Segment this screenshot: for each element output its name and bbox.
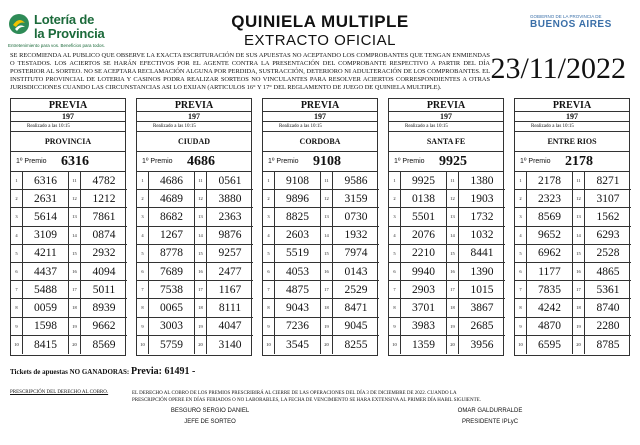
result-number: 9586 (333, 172, 379, 190)
result-number: 8255 (344, 338, 368, 351)
result-position: 13 (195, 208, 207, 226)
panel-province: CORDOBA (263, 132, 377, 152)
panel-province: SANTA FE (389, 132, 503, 152)
result-position: 20 (321, 336, 333, 354)
result-position: 15 (447, 245, 459, 263)
result-position: 5 (515, 245, 527, 263)
result-position: 2 (137, 190, 149, 208)
panel-previa: PREVIA (515, 99, 629, 112)
result-position: 1 (11, 172, 23, 190)
results-panel (514, 98, 630, 356)
result-position: 16 (447, 263, 459, 281)
signature-role: JEFE DE SORTEO (184, 419, 236, 425)
result-position: 17 (447, 281, 459, 299)
signature-name: OMAR GALDURRALDE (457, 408, 523, 414)
result-number: 1903 (459, 190, 505, 208)
result-number: 2529 (333, 281, 379, 299)
result-position: 5 (11, 245, 23, 263)
result-position: 3 (137, 208, 149, 226)
result-number: 0730 (333, 208, 379, 226)
result-position: 16 (573, 263, 585, 281)
tickets-value: Previa: 61491 - (131, 366, 196, 377)
result-number: 9652 (527, 227, 573, 245)
result-position: 2 (11, 190, 23, 208)
result-number: 7861 (81, 208, 127, 226)
first-prize (137, 152, 251, 172)
result-number: 1177 (527, 263, 573, 281)
result-number: 0143 (333, 263, 379, 281)
result-position: 15 (69, 245, 81, 263)
result-position: 20 (573, 336, 585, 354)
result-number: 2528 (585, 245, 631, 263)
first-prize-label: 1º Premio (16, 158, 47, 165)
result-number: 1732 (459, 208, 505, 226)
logo-text-line2: la Provincia (34, 26, 105, 41)
result-position: 5 (137, 245, 149, 263)
result-number: 2477 (207, 263, 253, 281)
result-number: 9876 (207, 227, 253, 245)
signature-name: BESGURO SERGIO DANIEL (170, 408, 250, 414)
result-position: 8 (11, 299, 23, 317)
result-position: 7 (11, 281, 23, 299)
result-position: 10 (389, 336, 401, 354)
result-number: 1032 (459, 227, 505, 245)
result-position: 18 (195, 299, 207, 317)
result-position: 3 (11, 208, 23, 226)
result-number: 5501 (401, 208, 447, 226)
result-position: 9 (389, 318, 401, 336)
result-number: 8785 (596, 338, 620, 351)
result-position: 7 (263, 281, 275, 299)
result-number: 4686 (149, 172, 195, 190)
result-position: 12 (447, 190, 459, 208)
panel-realizado: Realizado a las 10:15 (263, 122, 377, 132)
result-position: 4 (263, 227, 275, 245)
result-number: 4875 (275, 281, 321, 299)
result-position: 1 (137, 172, 149, 190)
result-position: 9 (11, 318, 23, 336)
result-number: 3140 (218, 338, 242, 351)
result-position: 7 (515, 281, 527, 299)
result-number: 9108 (275, 172, 321, 190)
result-position: 10 (263, 336, 275, 354)
result-position: 1 (263, 172, 275, 190)
result-number: 8825 (275, 208, 321, 226)
result-number: 3003 (149, 318, 195, 336)
result-position: 5 (389, 245, 401, 263)
panel-previa: PREVIA (263, 99, 377, 112)
result-number: 8471 (333, 299, 379, 317)
result-number: 3159 (333, 190, 379, 208)
results-panel (388, 98, 504, 356)
first-prize-value: 9925 (439, 153, 467, 169)
results-panels (10, 98, 630, 356)
result-position: 7 (137, 281, 149, 299)
logo-text-line1: Lotería de (34, 12, 95, 27)
draw-date: 23/11/2022 (490, 52, 626, 85)
results-panel (10, 98, 126, 356)
public-notice: SE RECOMIENDA AL PUBLICO QUE OBSERVE LA EXACTA ESCRITURACIÓN DE SUS APUESTAS NO ACEPTANDO LOS COMPROBANTES QUE TENGAN ENMIENDAS O TESTADOS. LOS ACIERTOS SE HARÁN EFECTIVOS POR EL AGENTE CONTRA LA PRESENTACIÓN DEL COMPROBANTE RESPECTIVO A PARTIR DEL DÍA POSTERIOR AL SORTEO. NO SE ACEPTARA RECLAMACIÓN ALGUNA POR PERDIDA, SUSTRACCIÓN, DETERIORO NI ADULTERACIÓN DE LOS COMPROBANTES. EL INSTITUTO PROVINCIAL DE LOTERIA Y CASINOS PODRA REALIZAR SORTEOS NO VINCULANTES PARA RESOLVER ACIERTOS CORRESPONDIENTES A OTRAS JURISDICCIONES CUANDO LAS CIRCUNSTANCIAS ASI LO EXIJAN (ARTICULOS 16° Y 17° DEL REGLAMENTO DE JUEGO DE QUINIELA MULTIPLE). (10, 52, 490, 91)
result-position: 3 (389, 208, 401, 226)
result-number: 1932 (333, 227, 379, 245)
result-number: 9925 (401, 172, 447, 190)
results-grid (389, 172, 503, 354)
result-position: 13 (321, 208, 333, 226)
panel-draw-number: 197 (137, 112, 251, 122)
result-position: 11 (447, 172, 459, 190)
result-number: 2363 (207, 208, 253, 226)
result-position: 4 (137, 227, 149, 245)
panel-previa: PREVIA (389, 99, 503, 112)
result-position: 5 (263, 245, 275, 263)
result-position: 6 (137, 263, 149, 281)
first-prize-label: 1º Premio (268, 158, 299, 165)
result-number: 4689 (149, 190, 195, 208)
result-number: 1390 (459, 263, 505, 281)
result-number: 1015 (459, 281, 505, 299)
non-winning-tickets (10, 366, 195, 377)
result-position: 2 (515, 190, 527, 208)
result-number: 2280 (585, 318, 631, 336)
result-position: 18 (69, 299, 81, 317)
result-number: 9043 (275, 299, 321, 317)
result-number: 2210 (401, 245, 447, 263)
results-grid (515, 172, 629, 354)
result-position: 12 (69, 190, 81, 208)
first-prize (389, 152, 503, 172)
result-position: 13 (447, 208, 459, 226)
result-number: 8569 (527, 208, 573, 226)
result-number: 8271 (585, 172, 631, 190)
result-number: 4782 (81, 172, 127, 190)
result-position: 14 (447, 227, 459, 245)
result-number: 8415 (23, 336, 69, 354)
result-number: 2178 (527, 172, 573, 190)
result-number: 9940 (401, 263, 447, 281)
result-position: 3 (263, 208, 275, 226)
result-number: 9045 (333, 318, 379, 336)
panel-previa: PREVIA (11, 99, 125, 112)
result-number: 3107 (585, 190, 631, 208)
result-position: 16 (69, 263, 81, 281)
result-number: 4047 (207, 318, 253, 336)
results-panel (136, 98, 252, 356)
result-number: 3545 (275, 336, 321, 354)
result-number: 9662 (81, 318, 127, 336)
result-position: 17 (573, 281, 585, 299)
panel-realizado: Realizado a las 10:15 (137, 122, 251, 132)
result-position: 10 (11, 336, 23, 354)
result-position: 12 (573, 190, 585, 208)
result-position: 8 (263, 299, 275, 317)
result-number: 8441 (459, 245, 505, 263)
result-number: 7835 (527, 281, 573, 299)
result-position: 4 (389, 227, 401, 245)
panel-draw-number: 197 (11, 112, 125, 122)
government-line2: BUENOS AIRES (530, 19, 612, 30)
first-prize-value: 2178 (565, 153, 593, 169)
results-panel (262, 98, 378, 356)
result-position: 1 (389, 172, 401, 190)
result-position: 9 (515, 318, 527, 336)
results-grid (137, 172, 251, 354)
result-position: 4 (11, 227, 23, 245)
result-position: 14 (69, 227, 81, 245)
result-position: 14 (195, 227, 207, 245)
result-position: 19 (321, 318, 333, 336)
result-number: 5759 (149, 336, 195, 354)
result-number: 2685 (459, 318, 505, 336)
result-position: 14 (573, 227, 585, 245)
result-number: 2932 (81, 245, 127, 263)
result-position: 12 (195, 190, 207, 208)
result-position: 6 (515, 263, 527, 281)
first-prize (11, 152, 125, 172)
result-number: 3701 (401, 299, 447, 317)
result-number: 7236 (275, 318, 321, 336)
result-position: 2 (389, 190, 401, 208)
result-position: 1 (515, 172, 527, 190)
result-position: 15 (195, 245, 207, 263)
result-position: 16 (195, 263, 207, 281)
result-position: 11 (195, 172, 207, 190)
result-number: 6595 (527, 336, 573, 354)
result-number: 4053 (275, 263, 321, 281)
result-number: 7689 (149, 263, 195, 281)
panel-realizado: Realizado a las 10:15 (515, 122, 629, 132)
result-number: 0059 (23, 299, 69, 317)
result-number: 8569 (92, 338, 116, 351)
tickets-label: Tickets de apuestas NO GANADORAS: (10, 368, 130, 376)
panel-draw-number: 197 (389, 112, 503, 122)
result-number: 2076 (401, 227, 447, 245)
result-number: 5011 (81, 281, 127, 299)
result-number: 8740 (585, 299, 631, 317)
result-position: 8 (389, 299, 401, 317)
result-number: 0138 (401, 190, 447, 208)
first-prize-value: 9108 (313, 153, 341, 169)
result-number: 4865 (585, 263, 631, 281)
result-position: 19 (69, 318, 81, 336)
result-number: 4094 (81, 263, 127, 281)
result-position: 11 (69, 172, 81, 190)
result-number: 1212 (81, 190, 127, 208)
signature-president (430, 408, 550, 425)
result-number: 8939 (81, 299, 127, 317)
result-position: 2 (263, 190, 275, 208)
result-number: 2903 (401, 281, 447, 299)
results-grid (263, 172, 377, 354)
result-number: 5519 (275, 245, 321, 263)
panel-province: ENTRE RIOS (515, 132, 629, 152)
result-position: 4 (515, 227, 527, 245)
result-position: 10 (515, 336, 527, 354)
result-number: 1267 (149, 227, 195, 245)
result-number: 1167 (207, 281, 253, 299)
page-subtitle: EXTRACTO OFICIAL (244, 32, 396, 49)
government-line1: GOBIERNO DE LA PROVINCIA DE (530, 14, 602, 19)
result-number: 1380 (459, 172, 505, 190)
result-number: 6962 (527, 245, 573, 263)
result-number: 4242 (527, 299, 573, 317)
page-title: QUINIELA MULTIPLE (231, 12, 409, 31)
result-number: 0561 (207, 172, 253, 190)
result-number: 2631 (23, 190, 69, 208)
result-number: 9896 (275, 190, 321, 208)
result-number: 7538 (149, 281, 195, 299)
result-number: 3880 (207, 190, 253, 208)
result-number: 1359 (401, 336, 447, 354)
logo-tagline: Entretenimiento para vos. Beneficios para todos. (8, 43, 106, 48)
result-position: 3 (515, 208, 527, 226)
result-number: 2323 (527, 190, 573, 208)
result-position: 10 (137, 336, 149, 354)
result-number: 1598 (23, 318, 69, 336)
result-position: 16 (321, 263, 333, 281)
result-number: 4211 (23, 245, 69, 263)
result-position: 6 (263, 263, 275, 281)
result-number: 8682 (149, 208, 195, 226)
result-number: 6316 (23, 172, 69, 190)
panel-realizado: Realizado a las 10:15 (389, 122, 503, 132)
result-number: 8778 (149, 245, 195, 263)
result-position: 17 (69, 281, 81, 299)
result-number: 5614 (23, 208, 69, 226)
government-logo (530, 14, 630, 30)
panel-province: CIUDAD (137, 132, 251, 152)
result-number: 7974 (333, 245, 379, 263)
result-position: 20 (447, 336, 459, 354)
result-number: 9257 (207, 245, 253, 263)
result-position: 20 (69, 336, 81, 354)
result-position: 20 (195, 336, 207, 354)
result-position: 17 (195, 281, 207, 299)
result-number: 3956 (470, 338, 494, 351)
first-prize (263, 152, 377, 172)
result-position: 15 (573, 245, 585, 263)
result-position: 18 (447, 299, 459, 317)
panel-previa: PREVIA (137, 99, 251, 112)
result-number: 3867 (459, 299, 505, 317)
signature-role: PRESIDENTE IPLyC (461, 419, 519, 425)
result-position: 8 (515, 299, 527, 317)
result-number: 2603 (275, 227, 321, 245)
result-position: 6 (11, 263, 23, 281)
results-grid (11, 172, 125, 354)
result-position: 19 (573, 318, 585, 336)
result-position: 9 (263, 318, 275, 336)
result-position: 15 (321, 245, 333, 263)
panel-province: PROVINCIA (11, 132, 125, 152)
prescription-text: EL DERECHO AL COBRO DE LOS PREMIOS PRESCRIBIRÁ AL CIERRE DE LAS OPERACIONES DEL DÍA 3 DE DICIEMBRE DE 2022. CUANDO LA PRESCRIPCIÓN OPERE EN DÍAS FERIADOS O NO LABORABLES, LA FECHA DE VENCIMIENTO SE HARA EXTENSIVA AL PRIMER DÍA HABIL SIGUIENTE. (132, 391, 481, 403)
result-position: 6 (389, 263, 401, 281)
first-prize-label: 1º Premio (520, 158, 551, 165)
first-prize-label: 1º Premio (394, 158, 425, 165)
result-number: 8111 (207, 299, 253, 317)
first-prize-value: 6316 (61, 153, 89, 169)
panel-draw-number: 197 (515, 112, 629, 122)
first-prize (515, 152, 629, 172)
result-position: 18 (321, 299, 333, 317)
result-position: 11 (573, 172, 585, 190)
panel-draw-number: 197 (263, 112, 377, 122)
result-position: 9 (137, 318, 149, 336)
result-number: 3109 (23, 227, 69, 245)
result-number: 6293 (585, 227, 631, 245)
result-number: 4870 (527, 318, 573, 336)
result-position: 19 (195, 318, 207, 336)
result-number: 5488 (23, 281, 69, 299)
result-number: 3983 (401, 318, 447, 336)
result-position: 7 (389, 281, 401, 299)
result-position: 8 (137, 299, 149, 317)
panel-realizado: Realizado a las 10:15 (11, 122, 125, 132)
result-number: 0874 (81, 227, 127, 245)
first-prize-label: 1º Premio (142, 158, 173, 165)
result-position: 14 (321, 227, 333, 245)
result-position: 11 (321, 172, 333, 190)
result-position: 12 (321, 190, 333, 208)
result-number: 4437 (23, 263, 69, 281)
signature-chief (150, 408, 270, 425)
result-position: 18 (573, 299, 585, 317)
result-position: 19 (447, 318, 459, 336)
result-position: 13 (69, 208, 81, 226)
result-number: 5361 (585, 281, 631, 299)
result-number: 0065 (149, 299, 195, 317)
result-number: 1562 (585, 208, 631, 226)
prescription-label: PRESCRIPCIÓN DEL DERECHO AL COBRO. (10, 390, 109, 395)
result-position: 17 (321, 281, 333, 299)
result-position: 13 (573, 208, 585, 226)
first-prize-value: 4686 (187, 153, 215, 169)
